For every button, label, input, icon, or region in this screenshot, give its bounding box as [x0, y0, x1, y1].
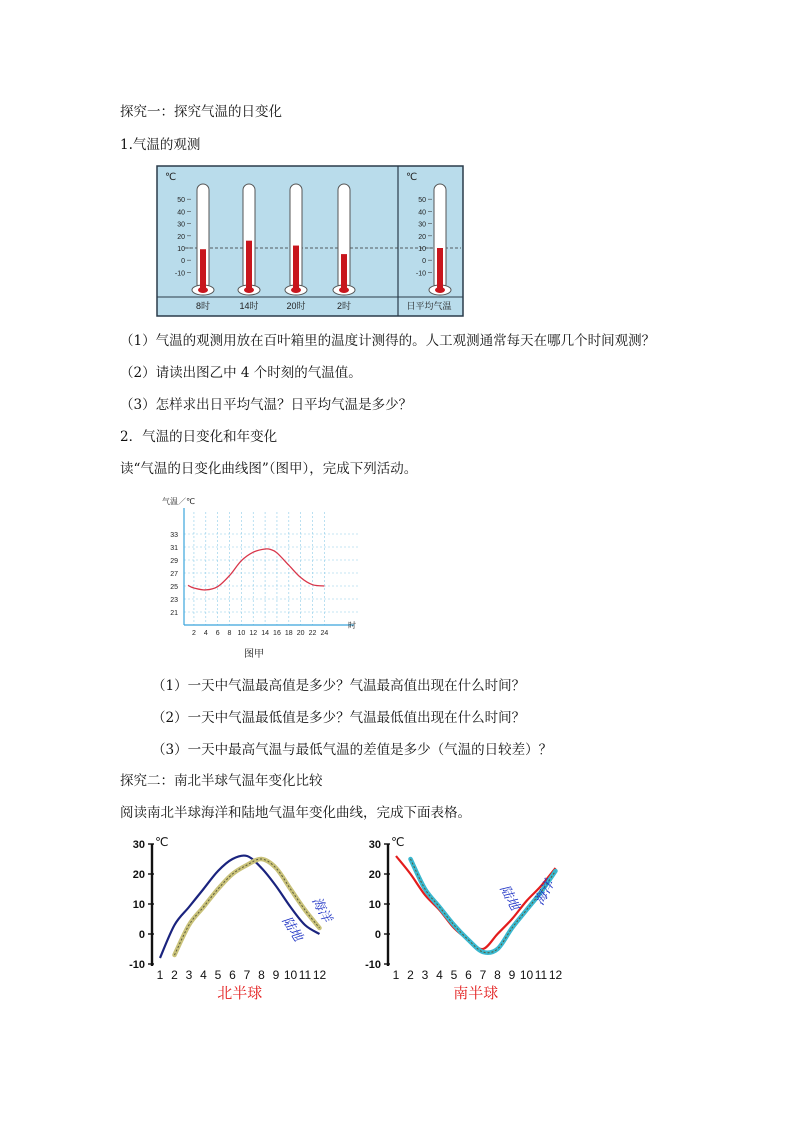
x-tick-label: 10	[283, 968, 298, 982]
daily-temperature-chart	[158, 492, 358, 664]
scale-tick-label: 30	[418, 221, 426, 229]
question-4: （1）一天中气温最高值是多少？气温最高值出现在什么时间？	[152, 678, 526, 694]
y-tick-label: -10	[129, 959, 145, 971]
y-tick-label: 30	[368, 839, 381, 851]
y-tick-label: 23	[170, 597, 178, 604]
subheading-variation: 2．气温的日变化和年变化	[120, 429, 278, 445]
scale-tick-label: 10	[177, 246, 185, 253]
section2-title: 探究二：南北半球气温年变化比较	[120, 773, 323, 789]
y-tick-label: 20	[132, 869, 145, 881]
x-tick-label: 6	[465, 968, 472, 982]
y-tick-label: -10	[365, 959, 381, 971]
x-tick-label: 12	[548, 968, 563, 982]
y-axis-label: 气温／℃	[162, 497, 195, 506]
y-tick-label: 21	[170, 610, 178, 617]
x-tick-label: 9	[508, 968, 516, 982]
ocean-curve-texture	[411, 859, 556, 953]
thermometer-label: 20时	[286, 301, 306, 311]
x-tick-label: 16	[273, 630, 281, 637]
x-tick-label: 12	[312, 968, 327, 982]
thermometer-figure	[157, 166, 463, 316]
x-tick-label: 8	[227, 630, 232, 637]
scale-tick-label: 40	[177, 209, 185, 217]
x-tick-label: 10	[519, 968, 534, 982]
y-tick-label: 0	[374, 929, 381, 941]
section1-title: 探究一：探究气温的日变化	[120, 104, 282, 120]
x-tick-label: 6	[229, 968, 236, 982]
x-tick-label: 6	[215, 630, 220, 637]
scale-tick-label: -10	[174, 270, 185, 278]
x-tick-label: 24	[320, 630, 329, 637]
y-tick-label: 29	[170, 558, 178, 565]
y-tick-label: 0	[138, 929, 145, 941]
ocean-curve	[411, 859, 556, 953]
unit-label: ℃	[155, 835, 169, 849]
southern-hemisphere-chart	[352, 836, 582, 1006]
x-tick-label: 14	[261, 630, 269, 637]
question-5: （2）一天中气温最低值是多少？气温最低值出现在什么时间？	[152, 710, 526, 726]
question-2: （2）请读出图乙中 4 个时刻的气温值。	[120, 365, 362, 381]
scale-tick-label: 40	[418, 209, 426, 217]
northern-hemisphere-chart	[116, 836, 346, 1006]
thermometer-label: 14时	[239, 301, 259, 311]
unit-label: ℃	[165, 172, 177, 183]
hemisphere-title: 南半球	[453, 985, 499, 1002]
scale-tick-label: 50	[177, 197, 185, 205]
chart-caption: 图甲	[244, 649, 264, 660]
x-tick-label: 4	[200, 968, 207, 982]
y-tick-label: 30	[132, 839, 145, 851]
unit-label: ℃	[391, 835, 405, 849]
scale-tick-label: 30	[177, 221, 185, 229]
x-tick-label: 11	[534, 968, 548, 982]
x-tick-label: 2	[171, 968, 178, 982]
x-tick-label: 2	[191, 630, 196, 637]
x-tick-label: 1	[156, 968, 164, 982]
x-tick-label: 1	[392, 968, 400, 982]
y-tick-label: 20	[368, 869, 381, 881]
y-tick-label: 10	[132, 899, 145, 911]
x-tick-label: 12	[249, 630, 258, 637]
x-tick-label: 5	[450, 968, 458, 982]
land-annotation: 陆地	[279, 913, 306, 944]
x-tick-label: 7	[479, 968, 487, 982]
x-tick-label: 10	[237, 630, 246, 637]
scale-tick-label: 10	[418, 246, 426, 253]
scale-tick-label: 20	[177, 233, 185, 241]
intro-text: 读“气温的日变化曲线图”（图甲），完成下列活动。	[120, 461, 418, 477]
thermometer-mercury	[246, 241, 252, 290]
thermometer-mercury	[341, 254, 347, 290]
thermometer-label: 日平均气温	[406, 301, 452, 311]
x-tick-label: 9	[272, 968, 280, 982]
x-tick-label: 3	[185, 968, 193, 982]
x-tick-label: 7	[243, 968, 251, 982]
y-tick-label: 25	[170, 584, 178, 591]
thermometer-label: 2时	[336, 301, 352, 311]
question-3: （3）怎样求出日平均气温？日平均气温是多少？	[120, 397, 413, 413]
x-tick-label: 18	[284, 630, 293, 637]
y-tick-label: 27	[170, 571, 178, 578]
thermometer-mercury	[437, 248, 443, 290]
thermometer-mercury	[200, 249, 206, 290]
scale-tick-label: 0	[181, 258, 185, 266]
scale-tick-label: -10	[415, 270, 426, 278]
question-6: （3）一天中最高气温与最低气温的差值是多少（气温的日较差）？	[152, 742, 553, 758]
scale-tick-label: 0	[422, 258, 426, 266]
question-1: （1）气温的观测用放在百叶箱里的温度计测得的。人工观测通常每天在哪几个时间观测？	[120, 333, 656, 349]
scale-tick-label: 50	[418, 197, 426, 205]
hemisphere-title: 北半球	[217, 985, 263, 1002]
thermometer-mercury	[293, 246, 299, 290]
temperature-curve	[188, 549, 324, 590]
scale-tick-label: 20	[418, 233, 426, 241]
x-tick-label: 2	[407, 968, 414, 982]
x-tick-label: 4	[436, 968, 443, 982]
unit-label-average: ℃	[406, 172, 418, 183]
x-tick-label: 8	[258, 968, 265, 982]
ocean-annotation: 海洋	[309, 894, 335, 925]
ocean-annotation: 海洋	[531, 877, 557, 908]
land-annotation: 陆地	[497, 882, 523, 913]
section2-intro: 阅读南北半球海洋和陆地气温年变化曲线，完成下面表格。	[120, 805, 471, 821]
x-tick-label: 4	[203, 630, 208, 637]
x-tick-label: 5	[214, 968, 222, 982]
x-tick-label: 3	[421, 968, 429, 982]
y-tick-label: 10	[368, 899, 381, 911]
thermometer-label: 8时	[195, 301, 211, 311]
y-tick-label: 33	[170, 532, 178, 539]
x-tick-label: 8	[494, 968, 501, 982]
x-tick-label: 20	[296, 630, 305, 637]
x-axis-label: 时	[348, 621, 356, 630]
y-tick-label: 31	[170, 545, 178, 552]
x-tick-label: 22	[308, 630, 317, 637]
subheading-observation: 1.气温的观测	[120, 137, 201, 153]
x-tick-label: 11	[298, 968, 312, 982]
